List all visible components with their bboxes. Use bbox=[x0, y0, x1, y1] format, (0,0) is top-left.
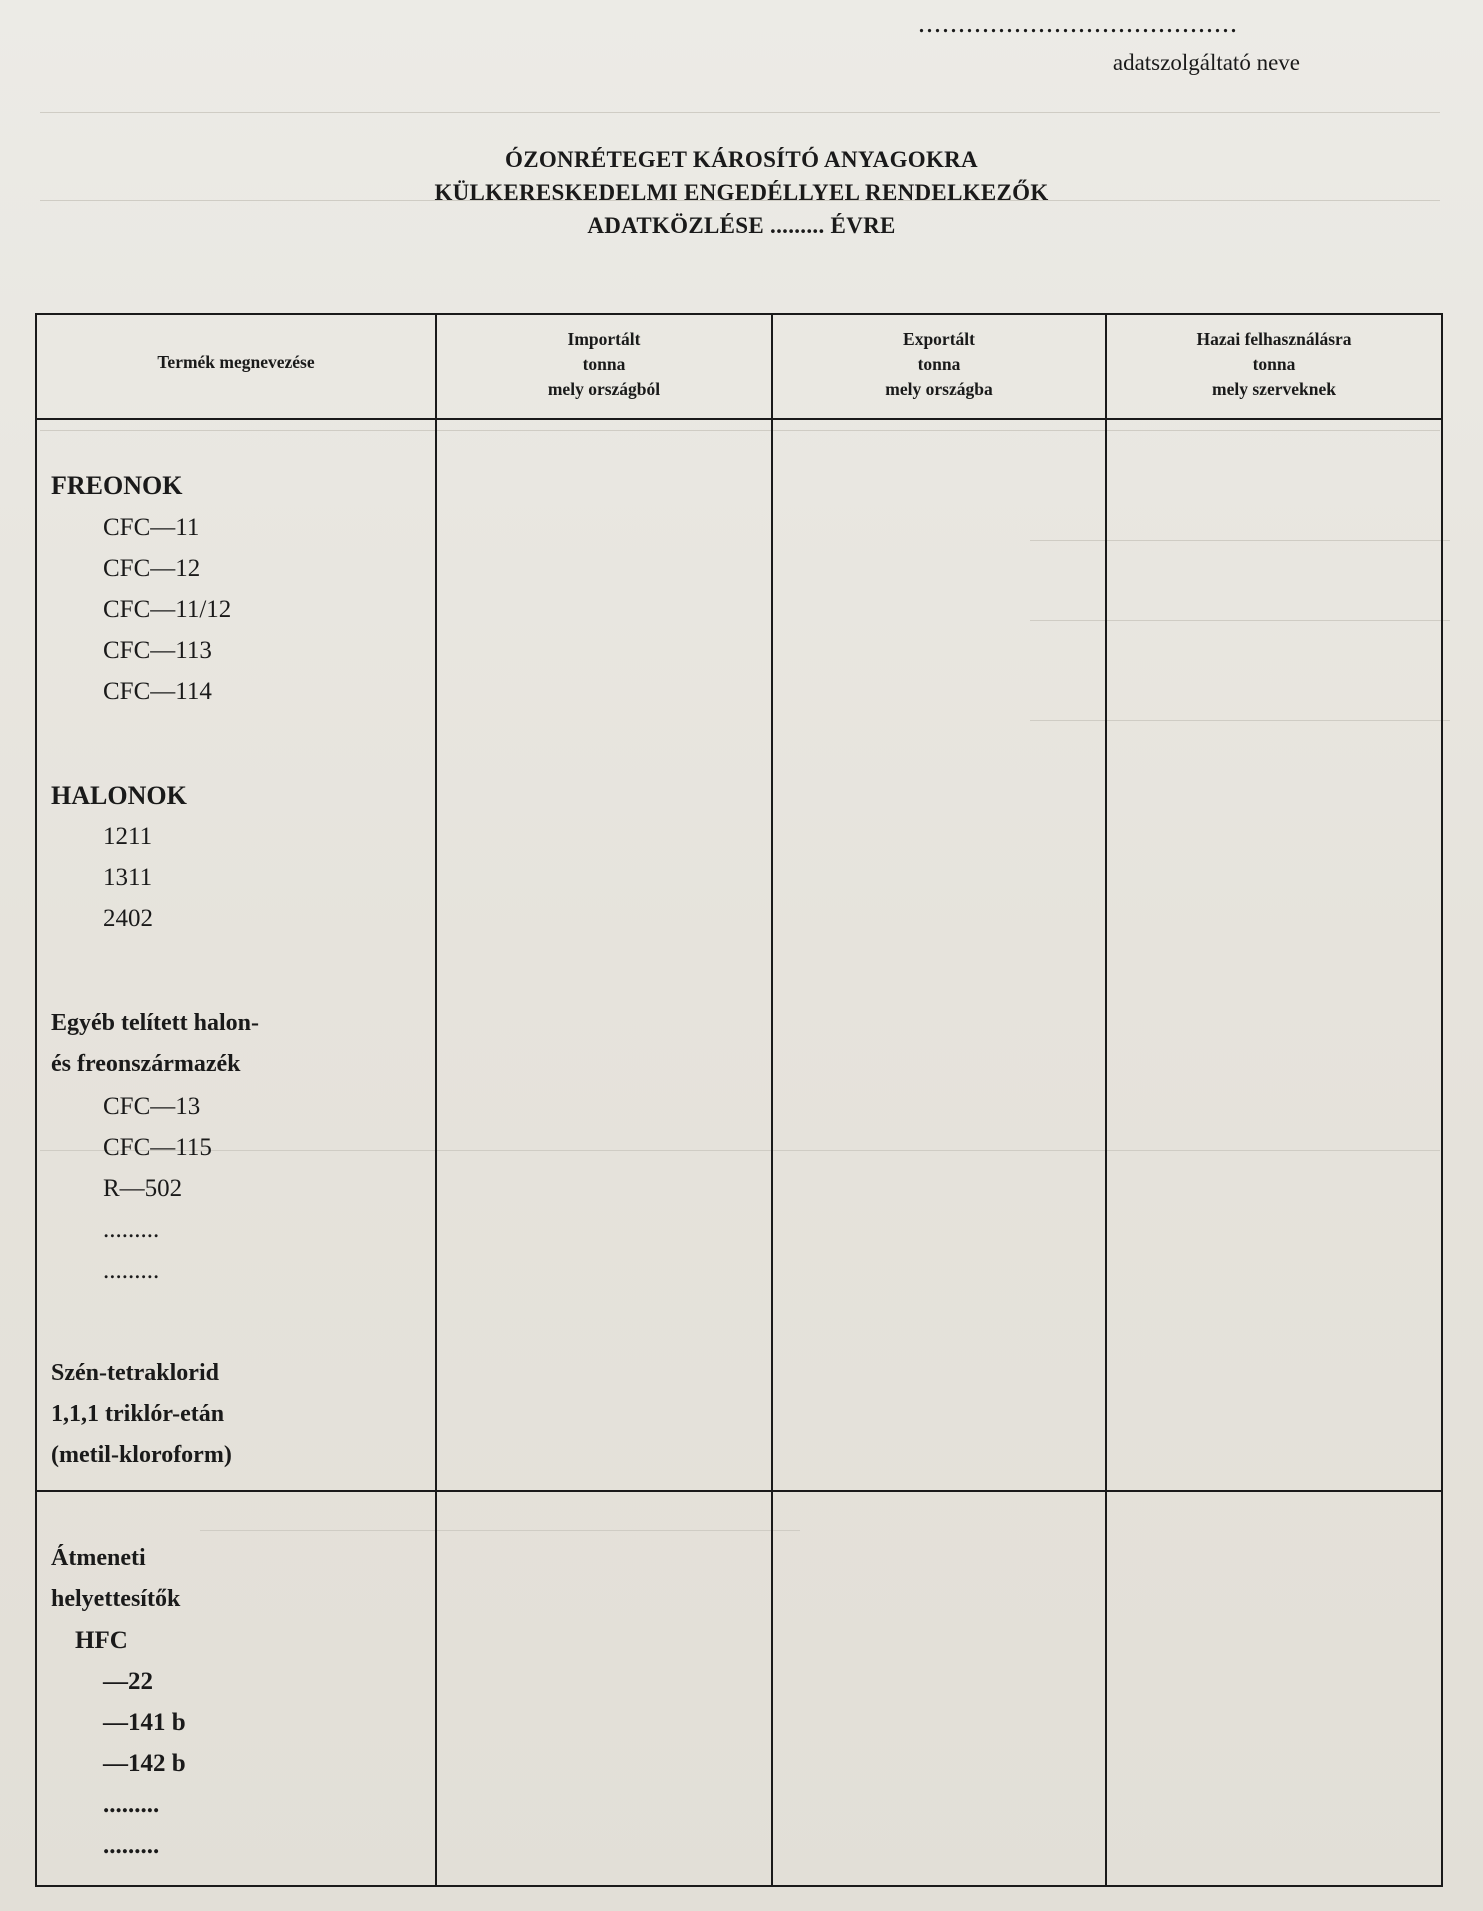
column-header-line: Importált bbox=[567, 329, 641, 349]
column-divider bbox=[1105, 315, 1107, 1885]
hfc-sub-label: HFC bbox=[75, 1627, 128, 1654]
column-header-imported bbox=[437, 327, 771, 402]
column-header-domestic bbox=[1107, 327, 1441, 402]
column-header-line: tonna bbox=[917, 354, 961, 374]
freon-item: CFC—113 bbox=[103, 637, 212, 664]
column-header-line: Hazai felhasználásra bbox=[1196, 329, 1352, 349]
freon-item: CFC—11/12 bbox=[103, 596, 232, 623]
group-label-freonok: FREONOK bbox=[51, 471, 183, 500]
group-label-atmeneti-line-1: Átmeneti bbox=[51, 1545, 146, 1571]
egyeb-item: CFC—13 bbox=[103, 1093, 201, 1120]
egyeb-item: ......... bbox=[103, 1216, 160, 1243]
trichloroethane-label: 1,1,1 triklór-etán bbox=[51, 1401, 225, 1427]
column-header-line: mely országból bbox=[547, 379, 661, 399]
egyeb-item: ......... bbox=[103, 1257, 160, 1284]
column-header-line: Exportált bbox=[903, 329, 975, 349]
column-header-line: tonna bbox=[582, 354, 626, 374]
column-divider bbox=[435, 315, 437, 1885]
halon-item: 1211 bbox=[103, 823, 153, 850]
column-header-line: Termék megnevezése bbox=[157, 352, 315, 372]
egyeb-item: CFC—115 bbox=[103, 1134, 212, 1161]
freon-item: CFC—12 bbox=[103, 555, 201, 582]
carbon-tetrachloride-label: Szén-tetraklorid bbox=[51, 1360, 219, 1386]
hfc-item: —142 b bbox=[103, 1750, 186, 1777]
title-line-1: ÓZONRÉTEGET KÁROSÍTÓ ANYAGOKRA bbox=[505, 147, 978, 172]
column-header-line: tonna bbox=[1252, 354, 1296, 374]
column-divider bbox=[771, 315, 773, 1885]
column-header-line: mely szerveknek bbox=[1212, 379, 1336, 399]
title-line-3: ADATKÖZLÉSE ......... ÉVRE bbox=[587, 213, 896, 238]
provider-name-dots: ........................................ bbox=[918, 8, 1238, 39]
title-line-2: KÜLKERESKEDELMI ENGEDÉLLYEL RENDELKEZŐK bbox=[434, 180, 1049, 205]
halon-item: 1311 bbox=[103, 864, 153, 891]
column-header-line: mely országba bbox=[885, 379, 993, 399]
hfc-item: ......... bbox=[103, 1791, 160, 1818]
egyeb-item: R—502 bbox=[103, 1175, 183, 1202]
column-header-product bbox=[37, 350, 435, 375]
data-table bbox=[35, 313, 1443, 1887]
freon-item: CFC—114 bbox=[103, 678, 212, 705]
group-label-atmeneti-line-2: helyettesítők bbox=[51, 1586, 181, 1612]
hfc-item: —141 b bbox=[103, 1709, 186, 1736]
column-header-exported bbox=[773, 327, 1105, 402]
group-label-egyeb-line-1: Egyéb telített halon- bbox=[51, 1010, 259, 1036]
hfc-item: —22 bbox=[103, 1668, 153, 1695]
section-divider bbox=[37, 1490, 1441, 1492]
ghost-line bbox=[40, 112, 1440, 113]
provider-name-label: adatszolgáltató neve bbox=[1112, 50, 1300, 75]
hfc-item: ......... bbox=[103, 1832, 160, 1859]
group-label-egyeb-line-2: és freonszármazék bbox=[51, 1051, 241, 1077]
methyl-chloroform-label: (metil-kloroform) bbox=[51, 1442, 232, 1468]
group-label-halonok: HALONOK bbox=[51, 781, 187, 810]
halon-item: 2402 bbox=[103, 905, 153, 932]
header-divider bbox=[37, 418, 1441, 420]
freon-item: CFC—11 bbox=[103, 514, 200, 541]
